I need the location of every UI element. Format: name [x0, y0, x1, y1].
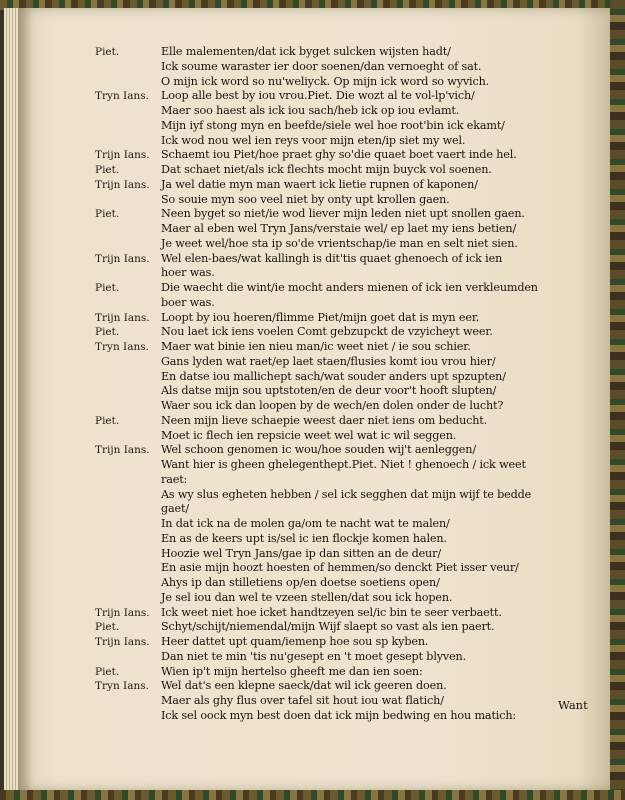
verse-text: Maer wat binie ien nieu man/ic weet niet / ie sou schier.: [161, 340, 471, 353]
verse-line: [18, 149, 610, 163]
verse-text: Neen mijn lieve schaepie weest daer niet iens om beducht.: [161, 413, 488, 427]
verse-text: gaet/: [161, 502, 189, 516]
verse-text: Maer soo haest als ick iou sach/heb ick op iou evlamt.: [161, 104, 460, 117]
verse-line: [18, 607, 610, 621]
verse-line: [18, 90, 610, 104]
speaker-name: Piet.: [95, 164, 120, 176]
speaker-name: Trijn Ians.: [95, 636, 150, 648]
verse-text: hoer was.: [161, 266, 215, 280]
verse-text: Ick soume waraster ier door soenen/dan vernoeght of sat.: [161, 59, 482, 73]
verse-text: Neen byget so niet/ie wod liever mijn leden niet upt snollen gaen.: [161, 207, 525, 221]
verse-line: [18, 503, 610, 517]
verse-text: Ick wod nou wel ien reys voor mijn eten/ip siet my wel.: [161, 133, 466, 147]
verse-line: [18, 253, 610, 267]
speaker-name: Trijn Ians.: [95, 444, 150, 457]
verse-text: Schaemt iou Piet/hoe praet ghy so'die quaet boet vaert inde hel.: [161, 148, 517, 162]
verse-line: [18, 105, 610, 119]
verse-text: So souie myn soo veel niet by onty upt krollen gaen.: [161, 192, 450, 206]
verse-text: Mijn iyf stong myn en beefde/siele wel hoe root'bin ick ekamt/: [161, 118, 505, 132]
verse-text: Schyt/schijt/niemendal/mijn Wijf slaept so vast als ien paert.: [161, 620, 495, 634]
verse-text: Moet ic flech ien repsicie weet wel wat ic wil seggen.: [161, 428, 457, 442]
cover-marbled-edge-right: [610, 0, 625, 800]
speaker-name: Piet.: [95, 46, 120, 58]
verse-line: [18, 164, 610, 178]
verse-line: [18, 356, 610, 370]
verse-line: [18, 562, 610, 576]
verse-line: [18, 297, 610, 311]
speaker-name: Tryn Ians.: [95, 90, 149, 103]
verse-text: En as de keers upt is/sel ic ien flockje komen halen.: [161, 531, 447, 545]
verse-text: Nou laet ick iens voelen Comt gebzupckt de vzyicheyt weer.: [161, 325, 493, 339]
verse-line: [18, 651, 610, 665]
verse-line: [18, 179, 610, 193]
verse-line: [18, 341, 610, 355]
verse-text: Loopt by iou hoeren/flimme Piet/mijn goet dat is myn eer.: [161, 310, 480, 324]
speaker-name: Trijn Ians.: [95, 311, 150, 324]
verse-text: Je weet wel/hoe sta ip so'de vrientschap/ie man en selt niet sien.: [161, 236, 518, 250]
verse-line: [18, 710, 610, 724]
speaker-name: Piet.: [95, 665, 120, 678]
speaker-name: Piet.: [95, 414, 120, 427]
verse-text: boer was.: [161, 295, 215, 309]
verse-line: [18, 474, 610, 488]
verse-line: [18, 61, 610, 75]
book-page: [18, 8, 610, 790]
verse-line: [18, 548, 610, 562]
verse-line: [18, 326, 610, 340]
verse-line: [18, 371, 610, 385]
speaker-name: Piet.: [95, 208, 120, 221]
verse-text: Waer sou ick dan loopen by de wech/en dolen onder de lucht?: [161, 399, 504, 412]
verse-text: Als datse mijn sou uptstoten/en de deur voor't hooft slupten/: [161, 384, 497, 398]
verse-line: [18, 621, 610, 635]
verse-line: [18, 444, 610, 458]
speaker-name: Trijn Ians.: [95, 178, 150, 191]
verse-line: [18, 680, 610, 694]
speaker-name: Piet.: [95, 621, 120, 634]
verse-text: Ahys ip dan stilletiens op/en doetse soetiens open/: [161, 576, 440, 589]
verse-text: Wel elen-baes/wat kallingh is dit'tis quaet ghenoech of ick ien: [161, 251, 503, 265]
speaker-name: Piet.: [95, 326, 120, 339]
verse-line: [18, 135, 610, 149]
verse-line: [18, 489, 610, 503]
verse-text: Hoozie wel Tryn Jans/gae ip dan sitten an de deur/: [161, 546, 441, 560]
verse-line: [18, 518, 610, 532]
verse-line: [18, 238, 610, 252]
verse-text: Gans lyden wat raet/ep laet staen/flusies komt iou vrou hier/: [161, 354, 496, 368]
verse-text: Wel schoon genomen ic wou/hoe souden wij't aenleggen/: [161, 443, 476, 457]
verse-text: Maer al eben wel Tryn Jans/verstaie wel/ ep laet my iens betien/: [161, 222, 517, 235]
verse-text: Heer dattet upt quam/iemenp hoe sou sp kyben.: [161, 635, 429, 648]
cover-marbled-edge-bottom: [0, 790, 625, 800]
verse-text: Want hier is gheen ghelegenthept.Piet. Niet ! ghenoech / ick weet: [161, 458, 526, 471]
verse-text: Die waecht die wint/ie mocht anders mienen of ick ien verkleumden: [161, 281, 538, 294]
verse-line: [18, 76, 610, 90]
verse-text: Ick weet niet hoe icket handtzeyen sel/ic bin te seer verbaett.: [161, 605, 502, 619]
verse-text: Ick sel oock myn best doen dat ick mijn bedwing en hou matich:: [161, 708, 517, 722]
verse-line: [18, 636, 610, 650]
verse-line: [18, 120, 610, 134]
verse-text: En datse iou mallichept sach/wat souder anders upt spzupten/: [161, 369, 506, 383]
verse-text: Dat schaet niet/als ick flechts mocht mijn buyck vol soenen.: [161, 163, 492, 176]
verse-text: Maer als ghy flus over tafel sit hout iou wat flatich/: [161, 694, 444, 707]
verse-line: [18, 592, 610, 606]
verse-line: [18, 385, 610, 399]
speaker-name: Piet.: [95, 282, 120, 294]
speaker-name: Tryn Ians.: [95, 341, 149, 353]
verse-line: [18, 223, 610, 237]
verse-text: En asie mijn hoozt hoesten of hemmen/so denckt Piet isser veur/: [161, 561, 519, 575]
page-stack-edge: [4, 8, 18, 790]
verse-line: [18, 312, 610, 326]
speaker-name: Trijn Ians.: [95, 606, 150, 619]
verse-line: [18, 267, 610, 281]
verse-line: [18, 533, 610, 547]
verse-text: raet:: [161, 472, 188, 486]
catchword: Want: [558, 698, 588, 712]
verse-line: [18, 430, 610, 444]
verse-line: [18, 695, 610, 709]
verse-line: [18, 459, 610, 473]
verse-text: Loop alle best by iou vrou.Piet. Die wozt al te vol-lp'vich/: [161, 89, 475, 103]
verse-line: [18, 415, 610, 429]
verse-line: [18, 400, 610, 414]
verse-text: In dat ick na de molen ga/om te nacht wat te malen/: [161, 517, 450, 530]
verse-text: O mijn ick word so nu'weliyck. Op mijn ick word so wyvich.: [161, 74, 490, 88]
verse-text: Ja wel datie myn man waert ick lietie rupnen of kaponen/: [161, 177, 478, 191]
verse-text: As wy slus egheten hebben / sel ick segghen dat mijn wijf te bedde: [161, 487, 532, 501]
speaker-name: Trijn Ians.: [95, 149, 150, 162]
verse-text: Dan niet te min 'tis nu'gesept en 't moet gesept blyven.: [161, 649, 467, 663]
verse-line: [18, 46, 610, 60]
verse-line: [18, 577, 610, 591]
verse-text: Je sel iou dan wel te vzeen stellen/dat sou ick hopen.: [161, 590, 453, 604]
verse-line: [18, 282, 610, 296]
verse-text: Wel dat's een klepne saeck/dat wil ick geeren doen.: [161, 679, 447, 693]
speaker-name: Trijn Ians.: [95, 252, 150, 265]
verse-line: [18, 208, 610, 222]
verse-line: [18, 666, 610, 680]
verse-line: [18, 194, 610, 208]
verse-text: Wien ip't mijn hertelso gheeft me dan ien soen:: [161, 664, 423, 678]
verse-text: Elle malementen/dat ick byget sulcken wijsten hadt/: [161, 45, 451, 58]
speaker-name: Tryn Ians.: [95, 680, 149, 693]
